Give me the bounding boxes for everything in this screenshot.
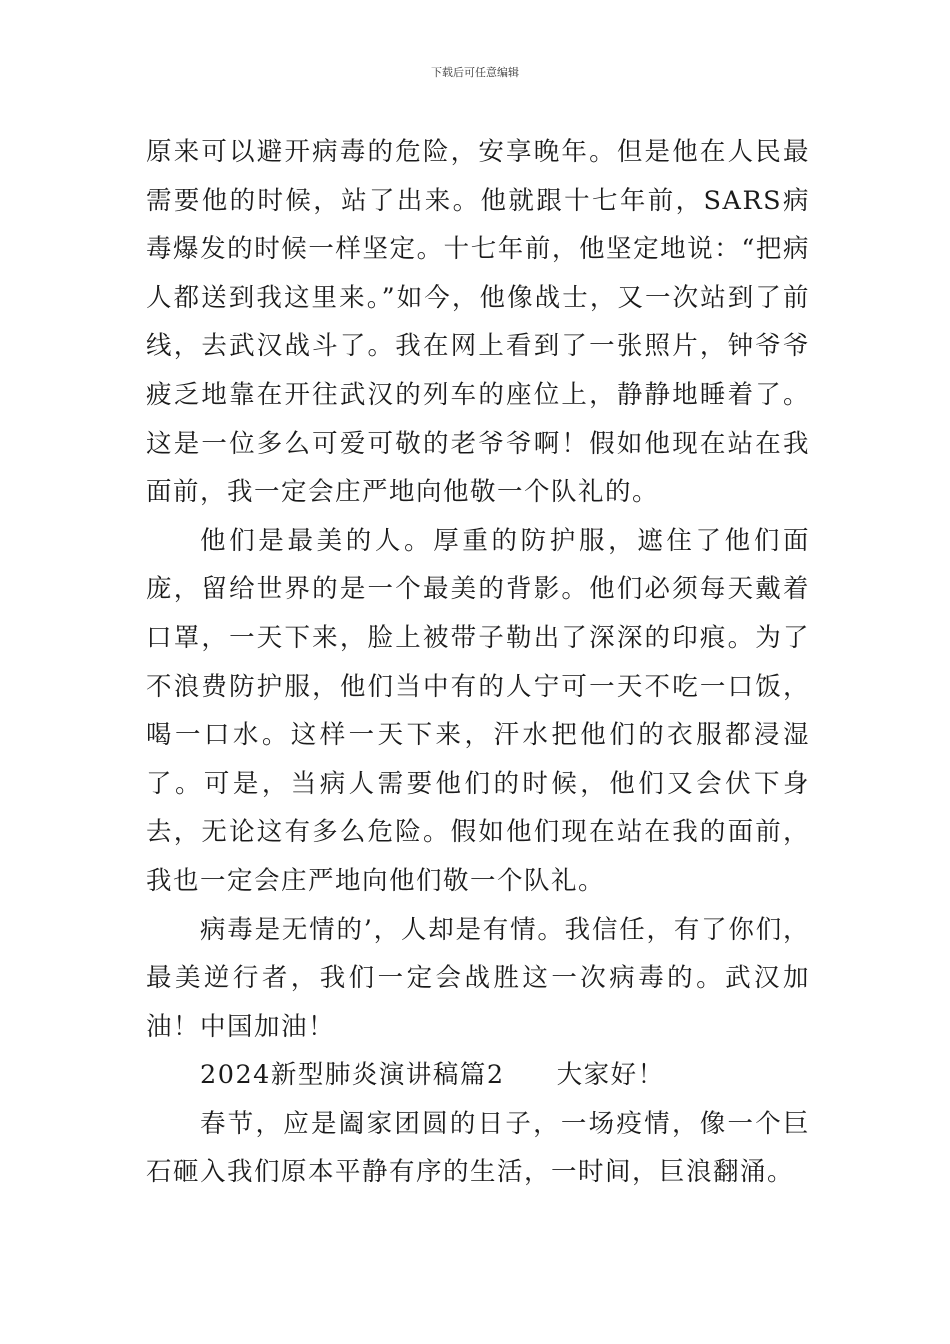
document-body bbox=[146, 128, 810, 1197]
paragraph-continued: 原来可以避开病毒的危险，安享晚年。但是他在人民最需要他的时候，站了出来。他就跟十七年前，SARS病毒爆发的时候一样坚定。十七年前，他坚定地说：“把病人都送到我这里来。”如今，他像战士，又一次站到了前线，去武汉战斗了。我在网上看到了一张照片，钟爷爷疲乏地靠在开往武汉的列车的座位上，静静地睡着了。这是一位多么可爱可敬的老爷爷啊！假如他现在站在我面前，我一定会庄严地向他敬一个队礼的。 bbox=[146, 137, 810, 508]
paragraph-conclusion: 病毒是无情的’，人却是有情。我信任，有了你们，最美逆行者，我们一定会战胜这一次病毒的。武汉加油！中国加油！ bbox=[146, 914, 810, 1042]
paragraph-spring-festival: 春节，应是阖家团圆的日子，一场疫情，像一个巨石砸入我们原本平静有序的生活，一时间，巨浪翻涌。 bbox=[146, 1108, 810, 1188]
section-heading bbox=[146, 1051, 810, 1100]
header-note: 下载后可任意编辑 bbox=[431, 66, 519, 79]
section-title: 2024新型肺炎演讲稿篇2 bbox=[200, 1060, 505, 1091]
greeting-text: 大家好！ bbox=[556, 1060, 665, 1091]
paragraph-medical-workers: 他们是最美的人。厚重的防护服，遮住了他们面庞，留给世界的是一个最美的背影。他们必须每天戴着口罩，一天下来，脸上被带子勒出了深深的印痕。为了不浪费防护服，他们当中有的人宁可一天不吃一口饭，喝一口水。这样一天下来，汗水把他们的衣服都浸湿了。可是，当病人需要他们的时候，他们又会伏下身去，无论这有多么危险。假如他们现在站在我的面前，我也一定会庄严地向他们敬一个队礼。 bbox=[146, 525, 810, 896]
